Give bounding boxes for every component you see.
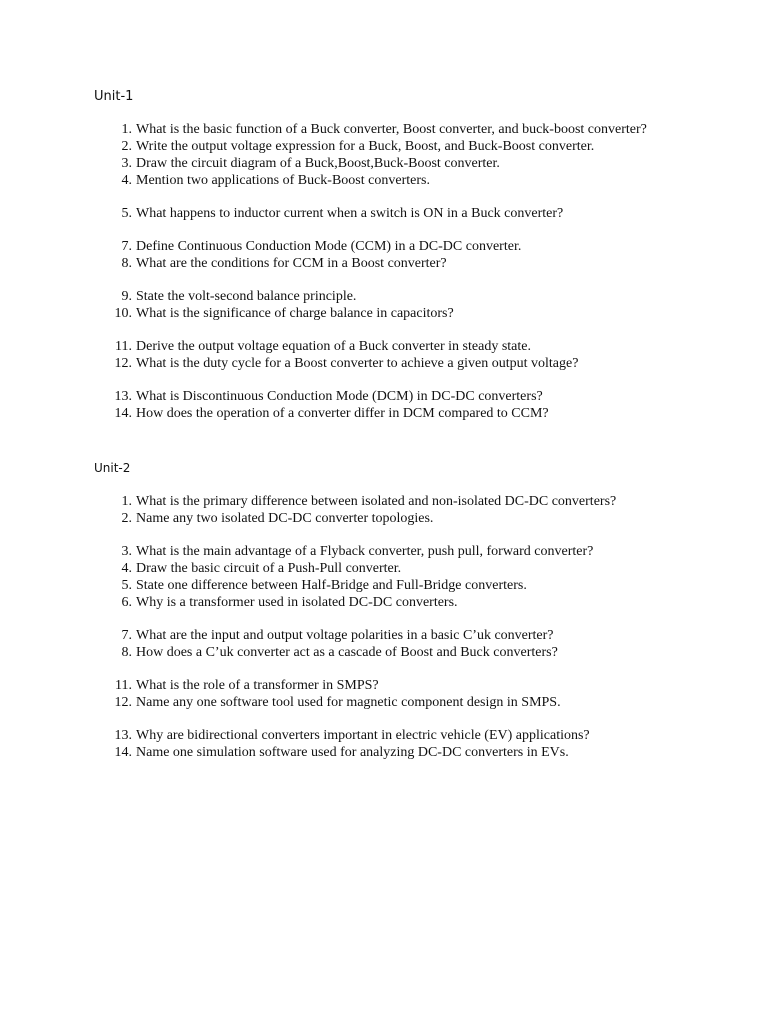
question-item [0, 560, 768, 577]
question-number: 6. [121, 595, 132, 610]
question-text: State one difference between Half-Bridge and Full-Bridge converters. [136, 578, 527, 593]
question-text: How does the operation of a converter differ in DCM compared to CCM? [136, 406, 549, 421]
question-text: What are the conditions for CCM in a Boost converter? [136, 256, 447, 271]
question-number: 3. [121, 156, 132, 171]
question-item [0, 288, 768, 305]
unit-2-heading: Unit-2 [94, 461, 131, 475]
question-text: Name one simulation software used for analyzing DC-DC converters in EVs. [136, 745, 569, 760]
question-item [0, 627, 768, 644]
question-text: What is Discontinuous Conduction Mode (DCM) in DC-DC converters? [136, 389, 543, 404]
question-item [0, 238, 768, 255]
question-number: 3. [121, 544, 132, 559]
question-item [0, 388, 768, 405]
question-text: Draw the basic circuit of a Push-Pull converter. [136, 561, 402, 576]
question-number: 13. [114, 728, 132, 743]
question-number: 1. [121, 122, 132, 137]
question-item [0, 338, 768, 355]
question-item [0, 138, 768, 155]
question-item [0, 744, 768, 761]
question-number: 4. [121, 173, 132, 188]
question-number: 11. [115, 678, 132, 693]
question-number: 8. [121, 256, 132, 271]
question-item [0, 694, 768, 711]
question-item [0, 172, 768, 189]
question-number: 9. [121, 289, 132, 304]
question-number: 14. [114, 406, 132, 421]
question-item [0, 305, 768, 322]
question-item [0, 121, 768, 138]
question-text: What are the input and output voltage polarities in a basic C’uk converter? [136, 628, 554, 643]
question-text: Why is a transformer used in isolated DC-DC converters. [136, 595, 458, 610]
question-text: How does a C’uk converter act as a cascade of Boost and Buck converters? [136, 645, 558, 660]
question-text: Derive the output voltage equation of a Buck converter in steady state. [136, 339, 531, 354]
question-item [0, 155, 768, 172]
question-text: What is the role of a transformer in SMPS? [136, 678, 379, 693]
question-text: Define Continuous Conduction Mode (CCM) in a DC-DC converter. [136, 239, 522, 254]
question-item [0, 577, 768, 594]
question-item [0, 727, 768, 744]
question-text: Draw the circuit diagram of a Buck,Boost,Buck-Boost converter. [136, 156, 500, 171]
question-number: 2. [121, 511, 132, 526]
question-number: 12. [114, 695, 132, 710]
question-item [0, 255, 768, 272]
question-item [0, 644, 768, 661]
question-item [0, 543, 768, 560]
unit-1-question-list [0, 121, 768, 422]
question-number: 10. [114, 306, 132, 321]
question-item [0, 677, 768, 694]
question-text: Write the output voltage expression for a Buck, Boost, and Buck-Boost converter. [136, 139, 595, 154]
question-number: 13. [114, 389, 132, 404]
question-text: Mention two applications of Buck-Boost converters. [136, 173, 430, 188]
question-text: What is the basic function of a Buck converter, Boost converter, and buck-boost converter? [136, 122, 647, 137]
question-text: State the volt-second balance principle. [136, 289, 357, 304]
question-number: 12. [114, 356, 132, 371]
question-text: Name any two isolated DC-DC converter topologies. [136, 511, 434, 526]
unit-1-heading: Unit-1 [94, 89, 134, 104]
question-number: 4. [121, 561, 132, 576]
question-number: 1. [121, 494, 132, 509]
question-number: 2. [121, 139, 132, 154]
question-text: Why are bidirectional converters important in electric vehicle (EV) applications? [136, 728, 590, 743]
question-text: Name any one software tool used for magnetic component design in SMPS. [136, 695, 561, 710]
question-number: 11. [115, 339, 132, 354]
question-number: 7. [121, 628, 132, 643]
question-number: 5. [121, 206, 132, 221]
question-item [0, 493, 768, 510]
question-item [0, 355, 768, 372]
question-number: 8. [121, 645, 132, 660]
question-text: What is the primary difference between isolated and non-isolated DC-DC converters? [136, 494, 617, 509]
question-number: 14. [114, 745, 132, 760]
question-text: What is the significance of charge balance in capacitors? [136, 306, 454, 321]
unit-2-question-list [0, 493, 768, 761]
question-number: 5. [121, 578, 132, 593]
question-text: What happens to inductor current when a switch is ON in a Buck converter? [136, 206, 564, 221]
question-item [0, 405, 768, 422]
question-text: What is the duty cycle for a Boost converter to achieve a given output voltage? [136, 356, 579, 371]
question-item [0, 594, 768, 611]
question-text: What is the main advantage of a Flyback converter, push pull, forward converter? [136, 544, 594, 559]
question-item [0, 510, 768, 527]
question-item [0, 205, 768, 222]
question-number: 7. [121, 239, 132, 254]
